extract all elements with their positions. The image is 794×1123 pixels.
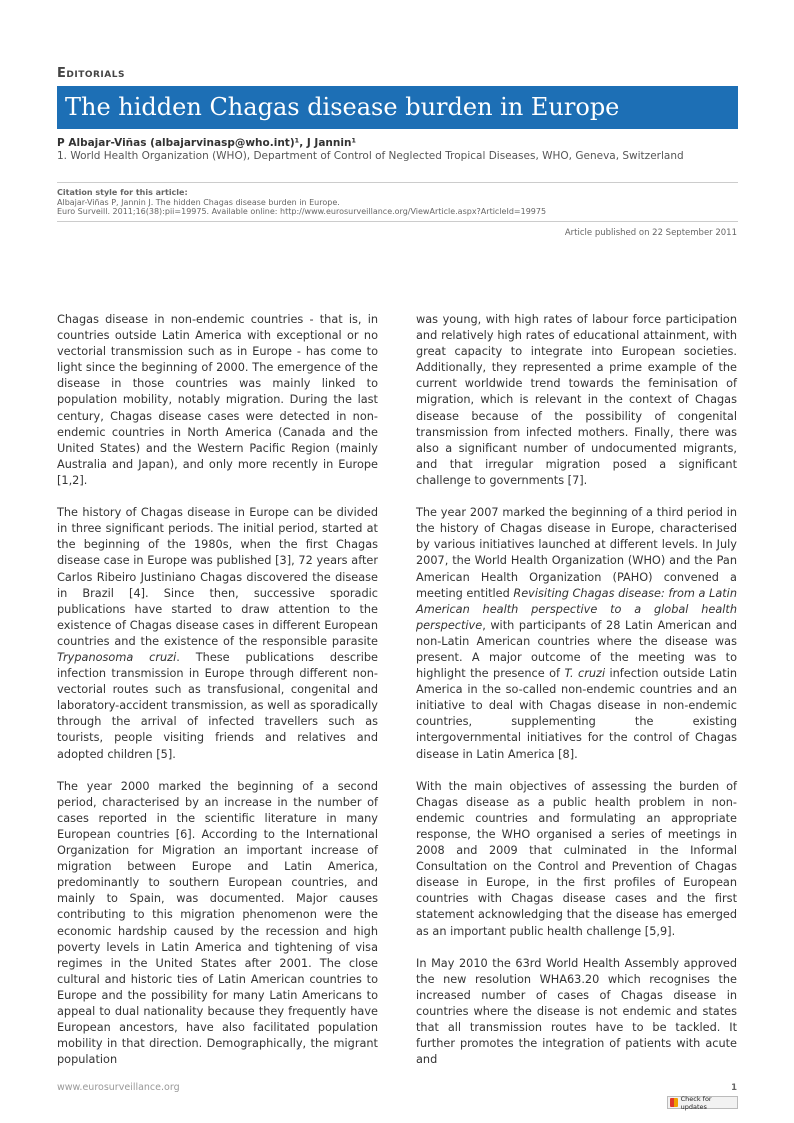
body-column-left — [57, 312, 378, 1085]
footer-url[interactable]: www.eurosurveillance.org — [57, 1082, 180, 1093]
citation-block — [57, 188, 546, 217]
paragraph: The year 2007 marked the beginning of a third period in the history of Chagas disease in Europe, characterised by various initiatives launched at different levels. In July 2007, the World Health Organization (WHO) and the Pan American Health Organization (PAHO) convened a meeting entitled Revisiting Chagas disease: from a Latin American health perspective to a global health perspective, with participants of 28 Latin American and non-Latin American countries where the disease was present. A major outcome of the meeting was to highlight the presence of T. cruzi infection outside Latin America in the so-called non-endemic countries and an initiative to deal with Chagas disease in non-endemic countries, supplementing the existing intergovernmental initiatives for the control of Chagas disease in Latin America [8]. — [416, 506, 738, 761]
authors: P Albajar-Viñas (albajarvinasp@who.int)¹, J Jannin¹ — [57, 137, 357, 149]
title-bar — [57, 86, 738, 129]
check-for-updates-button[interactable] — [667, 1096, 738, 1109]
body-column-right — [416, 312, 737, 1085]
paragraph: The history of Chagas disease in Europe can be divided in three significant periods. The initial period, started at the beginning of the 1980s, when the first Chagas disease case in Europe was published [3], 72 years after Carlos Ribeiro Justiniano Chagas discovered the disease in Brazil [4]. Since then, successive sporadic publications have started to draw attention to the existence of Chagas disease cases in different European countries and the existence of the responsible parasite Trypanosoma cruzi. These publications describe infection transmission in Europe through different non-vectorial routes such as transfusional, congenital and laboratory-accident transmission, as well as sporadically through the arrival of infected travellers such as tourists, people visiting friends and relatives and adopted children [5]. — [57, 506, 378, 761]
article-title: The hidden Chagas disease burden in Europe — [65, 93, 620, 121]
citation-line-1: Albajar-Viñas P, Jannin J. The hidden Chagas disease burden in Europe. — [57, 197, 340, 207]
crossmark-icon — [670, 1098, 678, 1107]
meeting-title: Revisiting Chagas disease: from a Latin American health perspective to a global health perspective — [416, 586, 737, 632]
paragraph: With the main objectives of assessing the burden of Chagas disease as a public health problem in non-endemic countries and formulating an appropriate response, the WHO organised a series of meetings in 2008 and 2009 that culminated in the Informal Consultation on the Control and Prevention of Chagas disease in Europe, in the first profiles of European countries with Chagas disease cases and the first statement acknowledging that the disease has emerged as an important public health challenge [5,9]. — [416, 779, 737, 938]
badge-label: Check for updates — [680, 1094, 712, 1111]
species-name: T. cruzi — [564, 667, 606, 681]
page-number: 1 — [731, 1083, 737, 1093]
affiliation: 1. World Health Organization (WHO), Department of Control of Neglected Tropical Diseases, WHO, Geneva, Switzerland — [57, 150, 684, 162]
divider-bottom — [57, 221, 738, 222]
paragraph: Chagas disease in non-endemic countries - that is, in countries outside Latin America with exceptional or no vectorial transmission such as in Europe - has come to light since the beginning of 2000. The emergence of the disease in those countries was mainly linked to population mobility, notably migration. During the last century, Chagas disease cases were detected in non-endemic countries in North America (Canada and the United States) and the Western Pacific Region (mainly Australia and Japan), and only more recently in Europe [1,2]. — [57, 313, 378, 487]
paragraph: In May 2010 the 63rd World Health Assembly approved the new resolution WHA63.20 which recognises the increased number of cases of Chagas disease in countries where the disease is not endemic and states that all transmission routes have to be tackled. It further promotes the integration of patients with acute and — [416, 956, 737, 1067]
citation-line-2: Euro Surveill. 2011;16(38):pii=19975. Available online: http://www.eurosurveillance.org/ViewArticle.aspx?ArticleId=19975 — [57, 207, 547, 216]
section-label: Editorials — [57, 66, 125, 81]
paragraph: The year 2000 marked the beginning of a second period, characterised by an increase in the number of cases reported in the scientific literature in many European countries [6]. According to the International Organization for Migration an important increase of migration between Europe and Latin America, predominantly to southern European countries, and mainly to Spain, was documented. Major causes contributing to this migration phenomenon were the economic hardship caused by the recession and high poverty levels in Latin America and tightening of visa regimes in the United States after 2001. The close cultural and historic ties of Latin American countries to Europe and the possibility for many Latin Americans to appeal to dual nationality because they frequently have European ancestors, have also facilitated population mobility in that direction. Demographically, the migrant population — [57, 779, 378, 1067]
species-name: Trypanosoma cruzi — [57, 650, 177, 664]
citation-label: Citation style for this article: — [57, 188, 188, 197]
published-date: Article published on 22 September 2011 — [564, 228, 737, 238]
paragraph: was young, with high rates of labour force participation and relatively high rates of educational attainment, with great capacity to integrate into European societies. Additionally, they represented a prime example of the current worldwide trend towards the feminisation of migration, which is relevant in the context of Chagas disease because of the possibility of congenital transmission from infected mothers. Finally, there was also a significant number of undocumented migrants, and that irregular migration posed a significant challenge to governments [7]. — [416, 313, 737, 487]
divider-top — [57, 182, 738, 183]
